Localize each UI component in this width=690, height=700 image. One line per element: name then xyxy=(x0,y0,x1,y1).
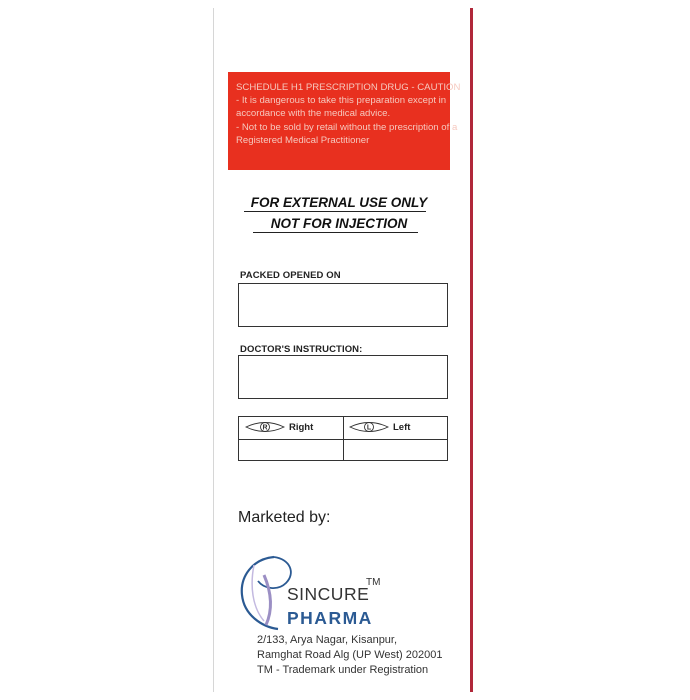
left-eye-label: Left xyxy=(393,421,411,433)
marketed-by-label: Marketed by: xyxy=(238,509,331,526)
left-eye-icon xyxy=(349,420,389,434)
external-use-warning: FOR EXTERNAL USE ONLY xyxy=(250,195,428,210)
address-line-1: 2/133, Arya Nagar, Kisanpur, xyxy=(257,634,398,646)
left-eye-cell xyxy=(349,420,410,434)
doctor-instruction-box xyxy=(238,355,448,399)
left-eye-letter: L xyxy=(366,424,372,432)
caution-box xyxy=(228,72,461,170)
warning-underline xyxy=(253,232,418,233)
caution-line-1: - It is dangerous to take this preparation except in xyxy=(236,95,447,107)
caution-line-4: Registered Medical Practitioner xyxy=(236,134,370,146)
brand-name: SINCURE xyxy=(287,584,370,604)
right-eye-label: Right xyxy=(289,421,314,433)
address-line-2: Ramghat Road Alg (UP West) 202001 xyxy=(257,649,443,661)
caution-line-2: accordance with the medical advice. xyxy=(236,108,391,120)
packed-opened-box xyxy=(238,283,448,327)
right-eye-letter: R xyxy=(262,424,268,432)
caution-heading: SCHEDULE H1 PRESCRIPTION DRUG - CAUTION xyxy=(236,82,461,93)
trademark-note: TM - Trademark under Registration xyxy=(257,664,429,676)
table-divider xyxy=(239,439,447,440)
injection-warning: NOT FOR INJECTION xyxy=(270,216,408,231)
caution-line-3: - Not to be sold by retail without the prescription of a xyxy=(236,121,458,133)
marketer-address xyxy=(257,633,442,678)
warning-underline xyxy=(244,211,426,212)
brand-pharma: PHARMA xyxy=(287,608,373,628)
packed-opened-label: PACKED OPENED ON xyxy=(240,270,341,281)
trademark-symbol: TM xyxy=(366,577,381,588)
eye-selection-table xyxy=(238,416,448,461)
right-eye-icon xyxy=(245,420,285,434)
right-eye-cell xyxy=(245,420,313,434)
doctor-instruction-label: DOCTOR'S INSTRUCTION: xyxy=(240,344,363,355)
